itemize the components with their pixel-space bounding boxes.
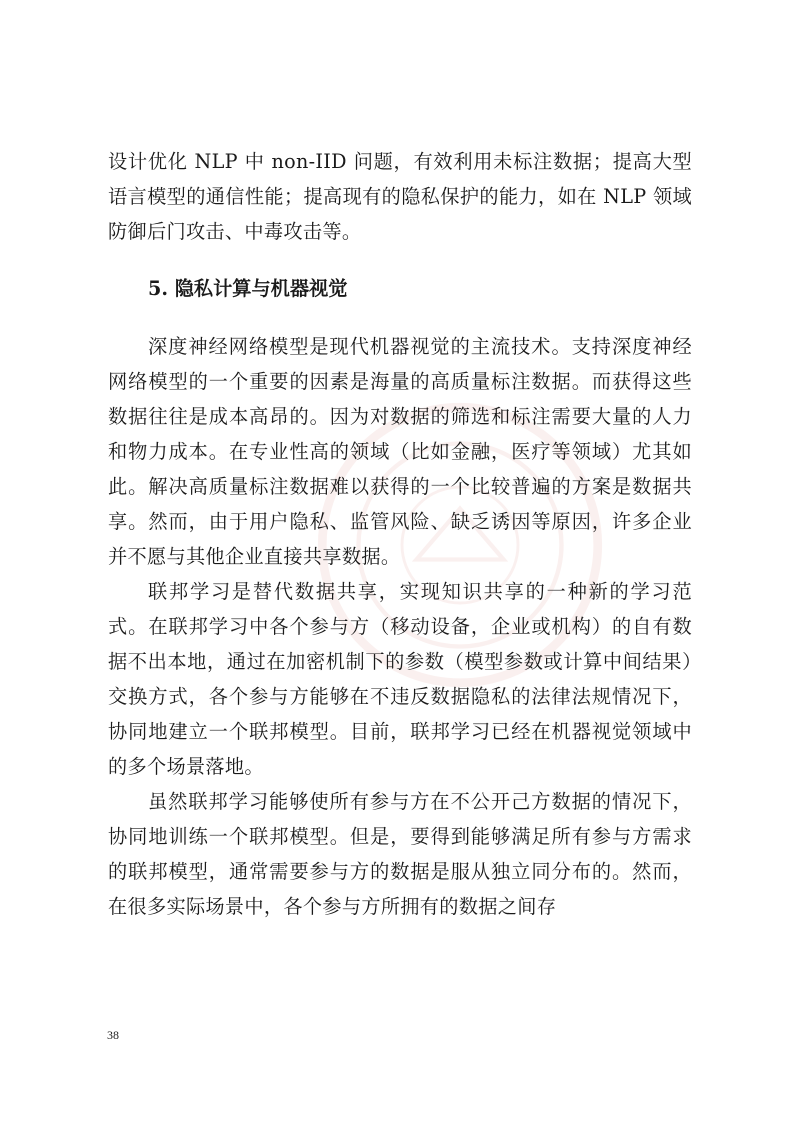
paragraph-2: 联邦学习是替代数据共享，实现知识共享的一种新的学习范式。在联邦学习中各个参与方（移动设备，企业或机构）的自有数据不出本地，通过在加密机制下的参数（模型参数或计算中间结果）交换方式，各个参与方能够在不违反数据隐私的法律法规情况下，协同地建立一个联邦模型。目前，联邦学习已经在机器视觉领域中的多个场景落地。	[108, 580, 692, 778]
paragraph-intro: 设计优化 NLP 中 non-IID 问题，有效利用未标注数据；提高大型语言模型的通信性能；提高现有的隐私保护的能力，如在 NLP 领域防御后门攻击、中毒攻击等。	[108, 150, 692, 243]
paragraph-1: 深度神经网络模型是现代机器视觉的主流技术。支持深度神经网络模型的一个重要的因素是海量的高质量标注数据。而获得这些数据往往是成本高昂的。因为对数据的筛选和标注需要大量的人力和物力成本。在专业性高的领域（比如金融，医疗等领域）尤其如此。解决高质量标注数据难以获得的一个比较普遍的方案是数据共享。然而，由于用户隐私、监管风险、缺乏诱因等原因，许多企业并不愿与其他企业直接共享数据。	[108, 335, 692, 568]
paragraph-3: 虽然联邦学习能够使所有参与方在不公开己方数据的情况下，协同地训练一个联邦模型。但是，要得到能够满足所有参与方需求的联邦模型，通常需要参与方的数据是服从独立同分布的。然而，在很多实际场景中，各个参与方所拥有的数据之间存	[108, 790, 692, 918]
page-number: 38	[107, 1028, 119, 1042]
main-content	[108, 144, 692, 924]
section-heading: 5. 隐私计算与机器视觉	[148, 277, 348, 300]
